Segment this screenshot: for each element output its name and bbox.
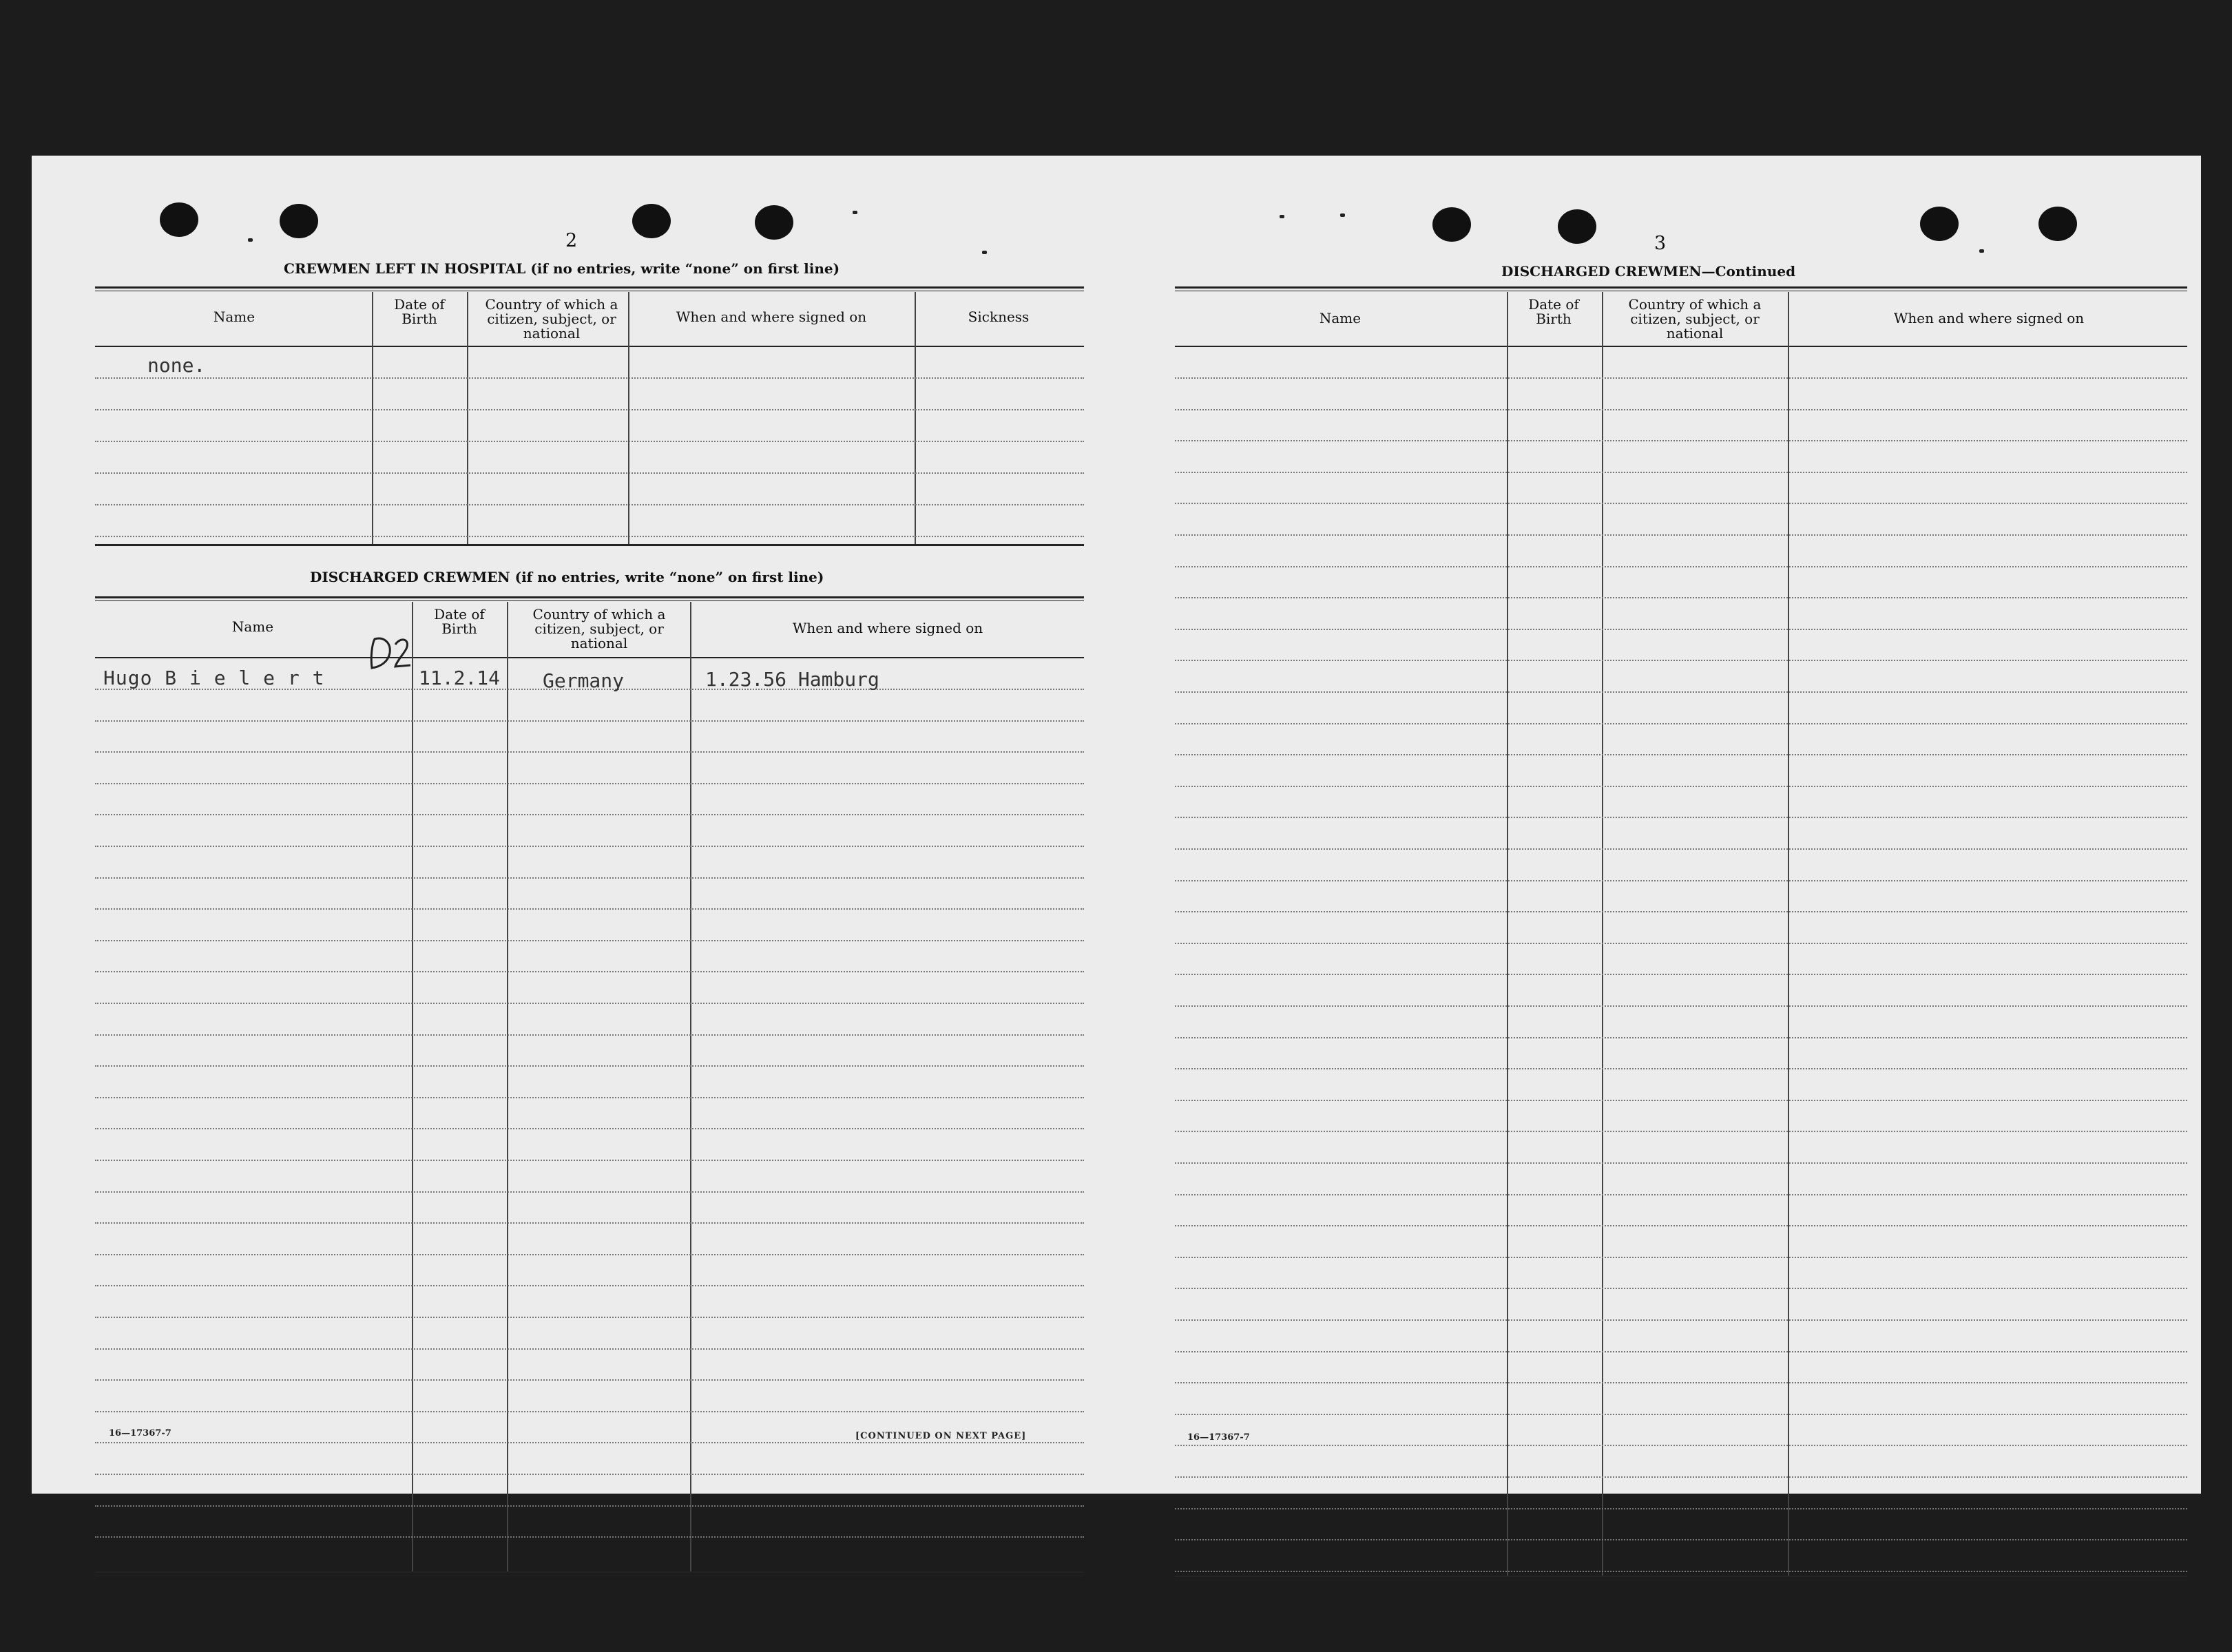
hospital-section-title (284, 260, 839, 277)
row-line (95, 908, 1084, 910)
rule (95, 544, 1084, 546)
row-line (95, 1379, 1084, 1381)
punch-hole (1432, 207, 1471, 242)
row-line (95, 1536, 1084, 1538)
row-line (95, 1474, 1084, 1475)
row-line (1175, 377, 2187, 379)
punch-hole (280, 204, 318, 238)
rule (95, 346, 1084, 347)
row-line (1175, 409, 2187, 410)
row-line (1175, 1445, 2187, 1446)
speck (1979, 249, 1984, 253)
right-title-suffix: —Continued (1701, 263, 1796, 280)
column-divider (467, 292, 468, 544)
header-date-of-birth: Date of Birth (1528, 296, 1579, 327)
discharged-instruction: (if no entries, write “none” on first line) (514, 569, 824, 585)
row-line (1175, 1476, 2187, 1478)
column-divider (507, 602, 508, 1571)
row-line (1175, 1351, 2187, 1352)
column-divider (915, 292, 916, 544)
row-line (1175, 1539, 2187, 1540)
row-line (95, 1003, 1084, 1004)
page-number: 2 (565, 230, 578, 251)
punch-hole (755, 205, 793, 240)
crewman-signed-on: 1.23.56 Hamburg (705, 668, 879, 691)
row-line (1175, 1382, 2187, 1383)
handwritten-mark-glyph (366, 632, 415, 673)
rule (95, 600, 1084, 601)
continued-note: [CONTINUED ON NEXT PAGE] (855, 1431, 1027, 1441)
row-line (95, 504, 1084, 505)
row-line (1175, 1194, 2187, 1195)
rule (1175, 1576, 2187, 1577)
row-line (1175, 974, 2187, 975)
header-name: Name (231, 618, 274, 635)
row-line (95, 1160, 1084, 1161)
row-line (1175, 723, 2187, 724)
row-line (1175, 880, 2187, 881)
row-line (1175, 503, 2187, 504)
form-number: 16—17367-7 (1187, 1432, 1250, 1443)
page-number: 3 (1654, 233, 1667, 254)
row-line (95, 1442, 1084, 1443)
header-country: Country of which a citizen, subject, or national (1628, 296, 1762, 342)
column-divider (412, 602, 413, 1571)
row-line (1175, 1225, 2187, 1226)
right-section-title (1501, 263, 1795, 280)
punch-hole (632, 204, 671, 238)
row-line (1175, 1414, 2187, 1415)
row-line (95, 783, 1084, 784)
row-line (95, 441, 1084, 442)
rule (1175, 346, 2187, 347)
header-when-where: When and where signed on (1893, 310, 2085, 326)
hospital-instruction: (if no entries, write “none” on first line) (530, 260, 840, 277)
crewman-name: Hugo B i e l e r t (103, 667, 325, 689)
row-line (1175, 1508, 2187, 1509)
row-line (1175, 1037, 2187, 1038)
row-line (95, 1348, 1084, 1350)
row-line (95, 409, 1084, 410)
row-line (1175, 660, 2187, 661)
discharged-section-title (310, 569, 824, 585)
column-divider (628, 292, 629, 544)
header-when-where: When and where signed on (676, 309, 867, 325)
row-line (95, 1285, 1084, 1286)
row-line (95, 536, 1084, 537)
row-line (1175, 848, 2187, 850)
hospital-title: CREWMEN LEFT IN HOSPITAL (284, 260, 526, 277)
form-number: 16—17367-7 (109, 1428, 171, 1439)
row-line (1175, 534, 2187, 536)
crewman-dob: 11.2.14 (419, 667, 501, 689)
row-line (95, 877, 1084, 879)
row-line (1175, 1005, 2187, 1007)
row-line (95, 720, 1084, 722)
row-line (1175, 472, 2187, 473)
row-line (95, 1317, 1084, 1318)
header-country: Country of which a citizen, subject, or national (532, 606, 666, 651)
rule (95, 596, 1084, 598)
speck (982, 251, 987, 254)
row-line (95, 1505, 1084, 1507)
handwritten-mark (366, 632, 415, 673)
speck (853, 211, 857, 214)
rule (95, 657, 1084, 658)
row-line (1175, 1162, 2187, 1164)
column-divider (690, 602, 691, 1571)
row-line (95, 1097, 1084, 1098)
punch-hole (1558, 209, 1596, 244)
header-name: Name (1319, 310, 1362, 326)
document-sheet (32, 156, 2201, 1494)
right-title: DISCHARGED CREWMEN (1501, 263, 1702, 280)
row-line (95, 1254, 1084, 1255)
rule (95, 286, 1084, 289)
row-line (1175, 566, 2187, 567)
row-line (1175, 629, 2187, 630)
column-divider (372, 292, 373, 544)
row-line (1175, 1100, 2187, 1101)
row-line (1175, 1068, 2187, 1069)
row-line (95, 1222, 1084, 1224)
row-line (95, 1065, 1084, 1067)
row-line (95, 971, 1084, 972)
row-line (1175, 754, 2187, 755)
header-name: Name (213, 309, 255, 325)
row-line (1175, 1571, 2187, 1572)
row-line (1175, 440, 2187, 441)
row-line (1175, 943, 2187, 944)
row-line (95, 1034, 1084, 1036)
row-line (95, 751, 1084, 753)
row-line (95, 846, 1084, 847)
row-line (1175, 1257, 2187, 1258)
row-line (95, 1128, 1084, 1129)
crewman-country: Germany (543, 669, 625, 692)
header-sickness: Sickness (968, 309, 1030, 325)
row-line (95, 814, 1084, 815)
row-line (1175, 597, 2187, 598)
punch-hole (1920, 207, 1959, 241)
hospital-entry: none. (147, 354, 206, 377)
punch-hole (2038, 207, 2077, 241)
header-date-of-birth: Date of Birth (394, 296, 445, 327)
header-date-of-birth: Date of Birth (434, 606, 485, 637)
row-line (1175, 1319, 2187, 1321)
speck (1280, 215, 1284, 218)
rule (1175, 286, 2187, 289)
row-line (1175, 691, 2187, 693)
row-line (1175, 1131, 2187, 1132)
row-line (1175, 911, 2187, 912)
speck (1340, 213, 1345, 217)
header-when-where: When and where signed on (792, 620, 983, 636)
row-line (95, 472, 1084, 474)
rule (95, 1571, 1084, 1573)
row-line (95, 1191, 1084, 1193)
row-line (1175, 1288, 2187, 1289)
row-line (1175, 817, 2187, 818)
header-country: Country of which a citizen, subject, or national (485, 296, 618, 342)
row-line (95, 377, 1084, 379)
row-line (1175, 786, 2187, 787)
discharged-title: DISCHARGED CREWMEN (310, 569, 510, 585)
speck (248, 238, 253, 242)
row-line (95, 1411, 1084, 1412)
row-line (95, 940, 1084, 941)
punch-hole (160, 202, 198, 237)
